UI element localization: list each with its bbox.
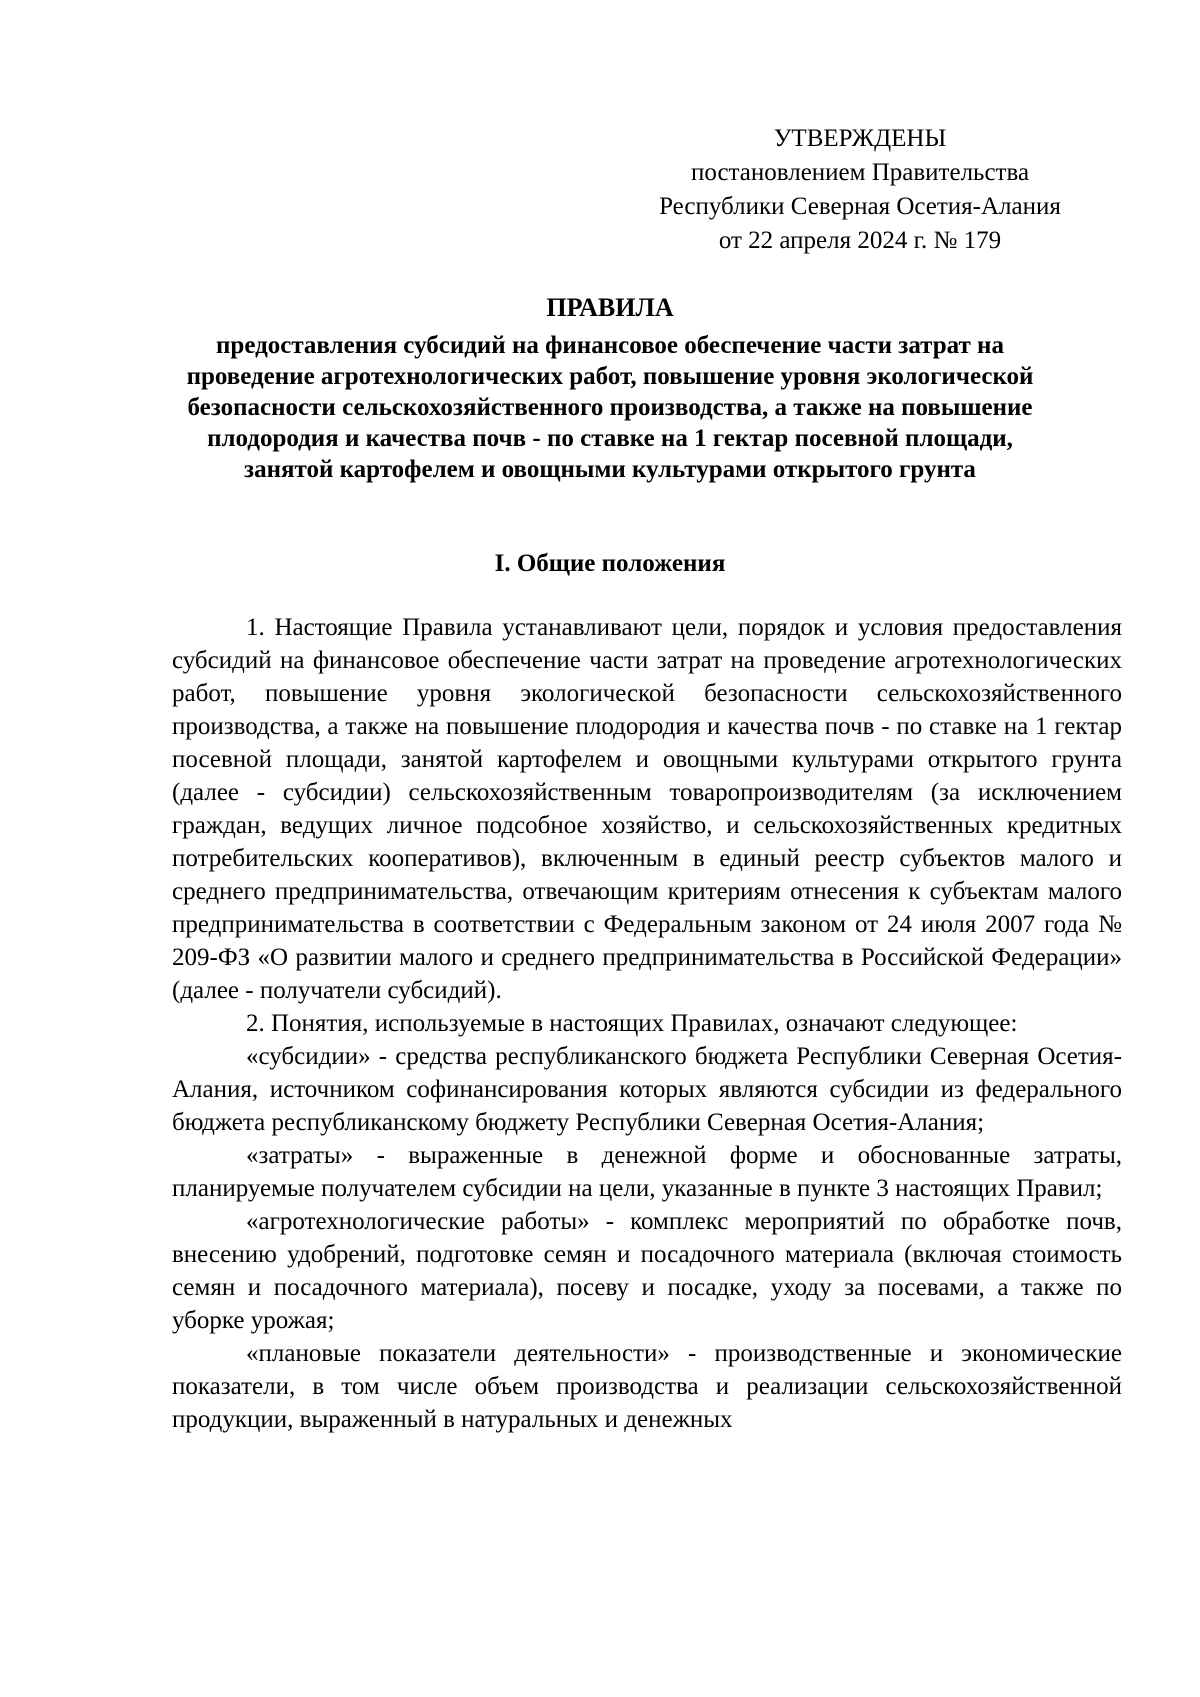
paragraph-4: «затраты» - выраженные в денежной форме и обоснованные затраты, планируемые получателем субсидии на цели, указанные в пункте 3 настоящих Правил; xyxy=(172,1142,1122,1202)
document-title xyxy=(160,292,1060,485)
paragraph-3: «субсидии» - средства республиканского бюджета Республики Северная Осетия-Алания, источником софинансирования которых являются субсидии из федерального бюджета республиканскому бюджету Республики Северная Осетия-Алания; xyxy=(172,1043,1122,1136)
approval-decree: постановлением Правительства xyxy=(690,159,1030,186)
section-heading: I. Общие положения xyxy=(494,550,726,577)
paragraph-2: 2. Понятия, используемые в настоящих Правилах, означают следующее: xyxy=(246,1010,1018,1037)
approval-republic: Республики Северная Осетия-Алания xyxy=(659,193,1061,220)
paragraph-6: «плановые показатели деятельности» - производственные и экономические показатели, в том числе объем производства и реализации сельскохозяйственной продукции, выраженный в натуральных и денежных xyxy=(172,1340,1122,1433)
approval-label: УТВЕРЖДЕНЫ xyxy=(773,125,947,152)
title-main: ПРАВИЛА xyxy=(546,293,674,322)
section-body xyxy=(172,611,1122,1436)
paragraph-5: «агротехнологические работы» - комплекс мероприятий по обработке почв, внесению удобрений, подготовке семян и посадочного материала (включая стоимость семян и посадочного материала), посеву и посадке, уходу за посевами, а также по уборке урожая; xyxy=(172,1208,1122,1334)
approval-date-number: от 22 апреля 2024 г. № 179 xyxy=(718,227,1002,254)
title-subtitle: предоставления субсидий на финансовое обеспечение части затрат на проведение агротехнологических работ, повышение уровня экологической безопасности сельскохозяйственного производства, а также на повышение плодородия и качества почв - по ставке на 1 гектар посевной площади, занятой картофелем и овощными культурами открытого грунта xyxy=(186,332,1034,483)
approval-stamp xyxy=(600,122,1120,258)
paragraph-1: 1. Настоящие Правила устанавливают цели, порядок и условия предоставления субсидий на финансовое обеспечение части затрат на проведение агротехнологических работ, повышение уровня экологической безопасности сельскохозяйственного производства, а также на повышение плодородия и качества почв - по ставке на 1 гектар посевной площади, занятой картофелем и овощными культурами открытого грунта (далее - субсидии) сельскохозяйственным товаропроизводителям (за исключением граждан, ведущих личное подсобное хозяйство, и сельскохозяйственных кредитных потребительских кооперативов), включенным в единый реестр субъектов малого и среднего предпринимательства, отвечающим критериям отнесения к субъектам малого предпринимательства в соответствии с Федеральным законом от 24 июля 2007 года № 209-ФЗ «О развитии малого и среднего предпринимательства в Российской Федерации» (далее - получатели субсидий). xyxy=(172,614,1122,1004)
